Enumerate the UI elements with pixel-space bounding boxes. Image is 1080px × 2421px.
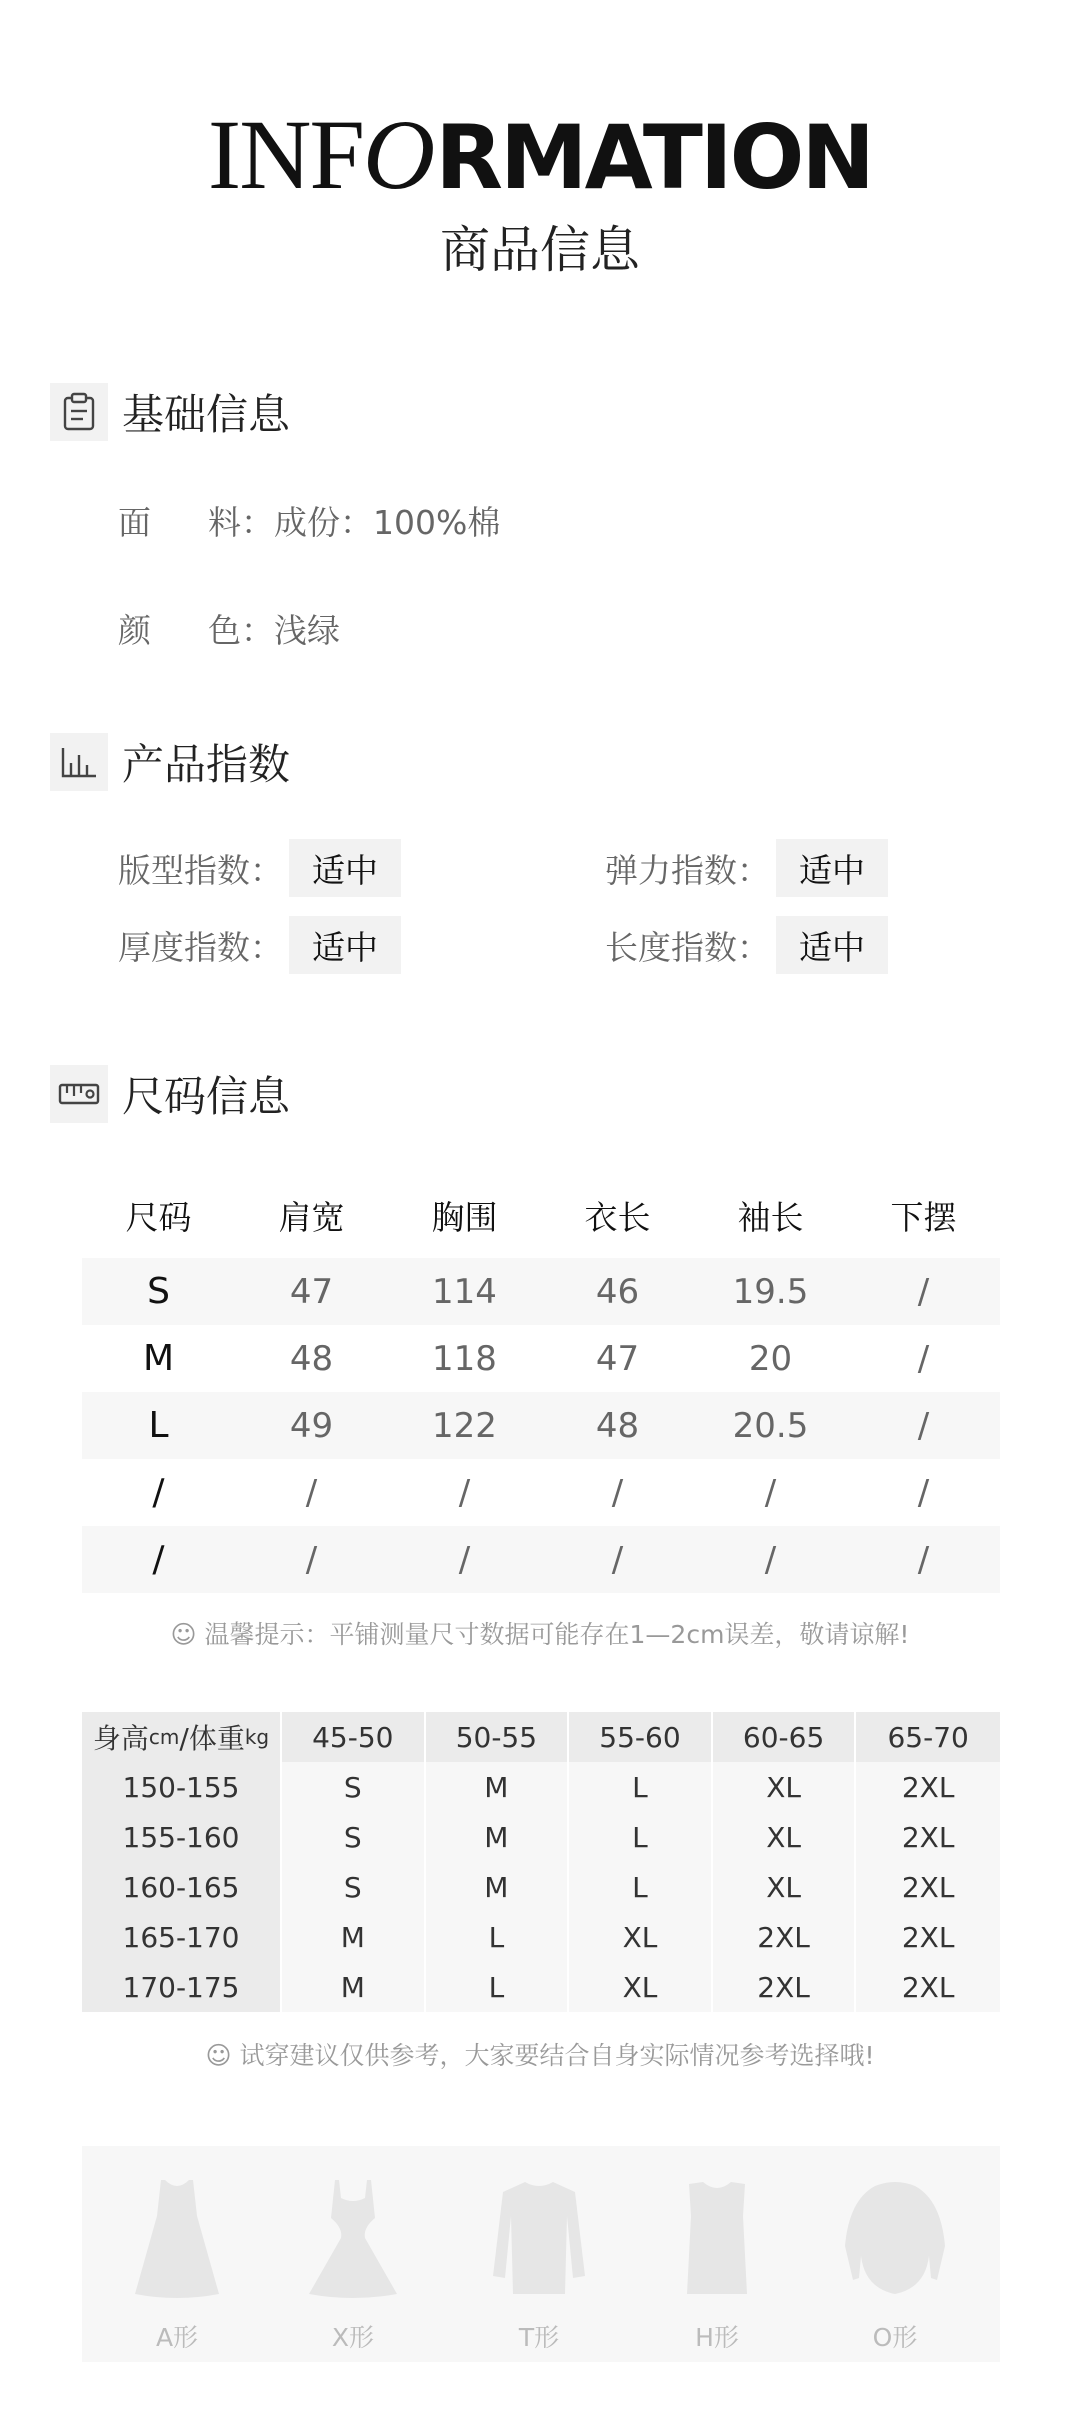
title-part-bold: RMATION	[435, 106, 873, 209]
weight-header: 65-70	[856, 1712, 1000, 1762]
ruler-icon	[50, 1065, 108, 1123]
table-row: 160-165 S M L XL 2XL	[82, 1862, 1000, 1912]
table-header-row	[82, 1712, 1000, 1762]
section-heading: 基础信息	[122, 390, 291, 439]
clipboard-icon	[50, 383, 108, 441]
column-header: 袖长	[737, 1197, 804, 1237]
table-row: 155-160 S M L XL 2XL	[82, 1812, 1000, 1862]
silhouette-a: A形	[102, 2146, 252, 2362]
column-header: 尺码	[125, 1197, 192, 1237]
silhouette-h: H形	[642, 2146, 792, 2362]
title-part-thin: INF	[207, 99, 364, 210]
size-recommendation-table	[82, 1712, 1000, 2012]
weight-header: 55-60	[569, 1712, 713, 1762]
a-line-dress-icon	[127, 2176, 227, 2306]
table-header-row	[82, 1180, 1000, 1250]
index-value: 适中	[289, 839, 401, 897]
fit-index: 版型指数： 适中	[118, 839, 401, 897]
measurement-note: ☺ 温馨提示：平铺测量尺寸数据可能存在1—2cm误差，敬请谅解!	[170, 1620, 910, 1649]
column-header: 下摆	[890, 1197, 957, 1237]
section-heading: 尺码信息	[122, 1072, 291, 1121]
section-heading: 产品指数	[122, 740, 291, 789]
weight-header: 60-65	[713, 1712, 857, 1762]
table-row: L 49 122 48 20.5 /	[82, 1392, 1000, 1459]
thickness-index: 厚度指数： 适中	[118, 916, 401, 974]
bar-chart-icon	[50, 733, 108, 791]
weight-header: 45-50	[282, 1712, 426, 1762]
elasticity-index: 弹力指数： 适中	[605, 839, 888, 897]
silhouette-o: O形	[820, 2146, 970, 2362]
table-row: M 48 118 47 20 /	[142, 1338, 930, 1379]
section-basic-info	[50, 383, 290, 441]
length-index: 长度指数： 适中	[605, 916, 888, 974]
table-row: 165-170 M L XL 2XL 2XL	[82, 1912, 1000, 1962]
index-value: 适中	[289, 916, 401, 974]
table-row: / / / / / /	[82, 1526, 1000, 1593]
page-title	[0, 99, 1080, 210]
h-line-top-icon	[667, 2176, 767, 2306]
fabric-line: 面 料：成份：100%棉	[118, 503, 501, 542]
table-row: S 47 114 46 19.5 /	[82, 1258, 1000, 1325]
size-table	[82, 1180, 1000, 1593]
column-header: 衣长	[584, 1197, 651, 1237]
page-subtitle: 商品信息	[440, 221, 640, 279]
table-row: 170-175 M L XL 2XL 2XL	[82, 1962, 1000, 2012]
silhouette-panel	[82, 2146, 1000, 2362]
title-part-italic: O	[363, 99, 436, 210]
section-size-info	[50, 1065, 290, 1123]
index-value: 适中	[776, 839, 888, 897]
x-line-dress-icon	[303, 2176, 403, 2306]
o-line-coat-icon	[845, 2176, 945, 2306]
table-row: / / / / / /	[152, 1472, 930, 1513]
table-row: 150-155 S M L XL 2XL	[82, 1762, 1000, 1812]
section-product-index	[50, 733, 290, 791]
corner-header: 身高 cm /体重 kg	[82, 1712, 282, 1762]
weight-header: 50-55	[426, 1712, 570, 1762]
t-shirt-icon	[489, 2176, 589, 2306]
silhouette-x: X形	[278, 2146, 428, 2362]
fit-advice-note: ☺ 试穿建议仅供参考，大家要结合自身实际情况参考选择哦!	[205, 2041, 875, 2070]
silhouette-t: T形	[464, 2146, 614, 2362]
index-value: 适中	[776, 916, 888, 974]
column-header: 肩宽	[278, 1197, 345, 1237]
column-header: 胸围	[431, 1197, 498, 1237]
color-line: 颜 色：浅绿	[118, 611, 340, 650]
